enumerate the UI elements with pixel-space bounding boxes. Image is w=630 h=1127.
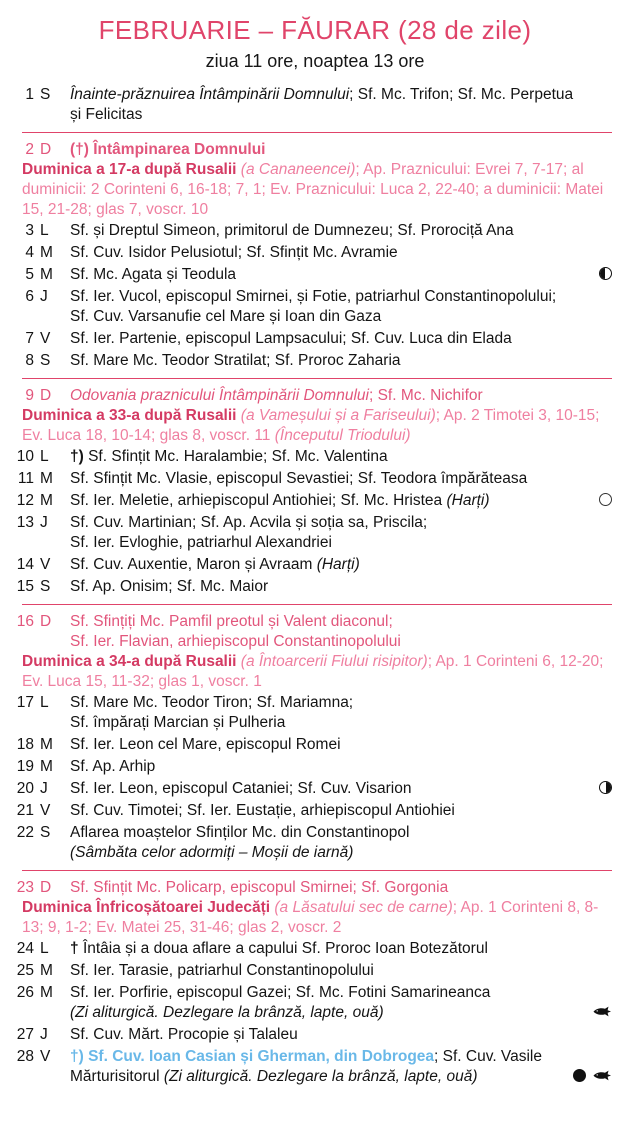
entry-text: Sf. și Dreptul Simeon, primitorul de Dumnezeu; Sf. Prorociță Ana	[70, 221, 514, 239]
sunday-reading-block	[0, 160, 630, 220]
day-of-week-letter: D	[40, 612, 52, 630]
entry-text: Sf. Ier. Meletie, arhiepiscopul Antiohiei; Sf. Mc. Hristea	[70, 491, 447, 509]
moon-first-quarter-icon	[599, 781, 612, 794]
calendar-day-row[interactable]	[0, 490, 630, 511]
entry-text: Sf. Cuv. Isidor Pelusiotul; Sf. Sfințit Mc. Avramie	[70, 243, 398, 261]
day-icon-group	[573, 1066, 612, 1086]
calendar-sections	[0, 84, 630, 1087]
day-number: 17	[16, 693, 34, 711]
day-entry-body	[62, 446, 618, 467]
day-entry-body	[62, 139, 618, 160]
entry-text: ; Sf. Cuv. Vasile	[434, 1047, 542, 1065]
day-of-week-letter: M	[40, 265, 53, 283]
day-number: 18	[16, 735, 34, 753]
day-of-week-letter: V	[40, 1047, 51, 1065]
day-entry-body	[62, 822, 618, 863]
day-number: 13	[16, 513, 34, 531]
day-entry-body	[62, 692, 618, 733]
day-number: 19	[16, 757, 34, 775]
day-entry-line	[70, 713, 592, 733]
day-entry-line	[70, 555, 592, 575]
day-of-week-letter: L	[40, 693, 49, 711]
day-number: 14	[16, 555, 34, 573]
day-of-week-letter: M	[40, 491, 53, 509]
sunday-reading-block	[0, 898, 630, 938]
day-of-week-letter: S	[40, 351, 51, 369]
entry-text: ; Sf. Mc. Trifon; Sf. Mc. Perpetua	[349, 85, 574, 103]
day-entry-line	[70, 779, 592, 799]
sunday-subtitle: (a Cananeencei)	[236, 160, 356, 178]
entry-text: Sf. Cuv. Martinian; Sf. Ap. Acvila și soția sa, Priscila;	[70, 513, 428, 531]
calendar-day-row[interactable]	[0, 385, 630, 406]
sunday-reading-block	[0, 406, 630, 446]
moon-new-icon	[599, 493, 612, 506]
entry-text: Sf. Mc. Agata și Teodula	[70, 265, 237, 283]
entry-text: Sf. împărați Marcian și Pulheria	[70, 713, 286, 731]
day-number: 10	[16, 447, 34, 465]
calendar-day-row[interactable]	[0, 286, 630, 327]
section-divider	[22, 604, 612, 605]
calendar-day-row[interactable]	[0, 778, 630, 799]
day-icon-group	[599, 490, 612, 510]
day-entry-line	[70, 329, 592, 349]
day-of-week-letter: S	[40, 823, 51, 841]
day-entry-line	[70, 693, 592, 713]
day-number: 25	[16, 961, 34, 979]
day-entry-line	[70, 221, 592, 241]
day-of-week-letter: M	[40, 983, 53, 1001]
emphasis-text: (Harți)	[316, 555, 360, 573]
calendar-day-row[interactable]	[0, 328, 630, 349]
day-number: 11	[17, 469, 34, 487]
day-number: 12	[16, 491, 34, 509]
calendar-day-row[interactable]	[0, 877, 630, 898]
day-entry-line	[70, 735, 592, 755]
entry-text: Mărturisitorul	[70, 1067, 164, 1085]
calendar-day-row[interactable]	[0, 220, 630, 241]
day-entry-line	[70, 983, 592, 1003]
section-group	[0, 385, 630, 597]
entry-text: Sf. Cuv. Timotei; Sf. Ier. Eustație, arhiepiscopul Antiohiei	[70, 801, 455, 819]
day-of-week-letter: V	[40, 329, 51, 347]
calendar-day-row[interactable]	[0, 350, 630, 371]
day-of-week-letter: D	[40, 878, 52, 896]
day-entry-line	[70, 243, 592, 263]
sunday-subtitle: (a Întoarcerii Fiului risipitor)	[236, 652, 428, 670]
day-number: 9	[25, 386, 34, 404]
day-number: 21	[16, 801, 34, 819]
day-number: 3	[25, 221, 34, 239]
day-entry-body	[62, 328, 618, 349]
entry-text: Sf. Mare Mc. Teodor Tiron; Sf. Mariamna;	[70, 693, 354, 711]
day-number: 8	[25, 351, 34, 369]
day-entry-body	[62, 242, 618, 263]
day-of-week-letter: M	[40, 757, 53, 775]
section-group	[0, 84, 630, 125]
day-number: 26	[16, 983, 34, 1001]
day-entry-line	[70, 265, 592, 285]
day-entry-body	[62, 554, 618, 575]
emphasis-text: Înainte-prăznuirea Întâmpinării Domnului	[70, 85, 350, 103]
calendar-day-row[interactable]	[0, 734, 630, 755]
day-entry-line	[70, 469, 592, 489]
day-of-week-letter: M	[40, 243, 53, 261]
sunday-subtitle: (a Vameșului și a Fariseului)	[236, 406, 436, 424]
moon-last-quarter-icon	[599, 267, 612, 280]
calendar-day-row[interactable]	[0, 446, 630, 467]
day-entry-line	[70, 801, 592, 821]
calendar-day-row[interactable]	[0, 800, 630, 821]
day-entry-body	[62, 960, 618, 981]
day-entry-body	[62, 611, 618, 652]
day-number: 7	[25, 329, 34, 347]
day-entry-body	[62, 264, 618, 285]
entry-text: și Felicitas	[70, 105, 143, 123]
calendar-day-row[interactable]	[0, 468, 630, 489]
entry-text: †)	[70, 447, 89, 465]
day-entry-line	[70, 140, 592, 160]
section-divider	[22, 870, 612, 871]
calendar-day-row[interactable]	[0, 1024, 630, 1045]
entry-text: Sf. Cuv. Varsanufie cel Mare și Ioan din Gaza	[70, 307, 382, 325]
section-divider	[22, 132, 612, 133]
day-of-week-letter: J	[40, 1025, 48, 1043]
day-of-week-letter: V	[40, 801, 51, 819]
day-number: 4	[25, 243, 34, 261]
calendar-day-row[interactable]	[0, 139, 630, 160]
day-number: 24	[16, 939, 34, 957]
sunday-note: (Începutul Triodului)	[274, 426, 411, 444]
calendar-day-row[interactable]	[0, 822, 630, 863]
entry-text: Sf. Ap. Onisim; Sf. Mc. Maior	[70, 577, 269, 595]
day-entry-line	[70, 105, 592, 125]
calendar-day-row[interactable]	[0, 84, 630, 125]
day-entry-body	[62, 490, 618, 511]
day-entry-body	[62, 800, 618, 821]
day-of-week-letter: J	[40, 513, 48, 531]
section-group	[0, 139, 630, 371]
sunday-subtitle: (a Lăsatului sec de carne)	[270, 898, 453, 916]
day-entry-line	[70, 307, 592, 327]
entry-text: Sf. Ap. Arhip	[70, 757, 156, 775]
calendar-day-row[interactable]	[0, 960, 630, 981]
day-entry-line	[70, 1003, 592, 1023]
day-entry-line	[70, 1025, 592, 1045]
day-icon-group	[592, 1002, 612, 1022]
day-number: 6	[25, 287, 34, 305]
entry-text: Sf. Ier. Vucol, episcopul Smirnei, și Fotie, patriarhul Constantinopolului;	[70, 287, 557, 305]
calendar-day-row[interactable]	[0, 982, 630, 1023]
day-icon-group	[599, 778, 612, 798]
entry-text: Sf. Ier. Porfirie, episcopul Gazei; Sf. Mc. Fotini Samarineanca	[70, 983, 491, 1001]
fish-icon	[592, 1006, 612, 1017]
day-of-week-letter: J	[40, 779, 48, 797]
sunday-scripture-refs: ; Ap. 1 Corinteni 6, 12-20; Ev. Luca 15, 11-32; glas 1, voscr. 1	[22, 652, 604, 690]
day-number: 2	[25, 140, 34, 158]
emphasis-text: (Sâmbăta celor adormiți – Moșii de iarnă)	[70, 843, 354, 861]
day-of-week-letter: L	[40, 221, 49, 239]
calendar-day-row[interactable]	[0, 692, 630, 733]
day-of-week-letter: M	[40, 469, 53, 487]
day-entry-line	[70, 386, 592, 406]
day-entry-line	[70, 491, 592, 511]
day-number: 1	[25, 85, 34, 103]
day-entry-line	[70, 533, 592, 553]
sunday-scripture-refs: ; Ap. 2 Timotei 3, 10-15; Ev. Luca 18, 10-14; glas 8, voscr. 11	[22, 406, 600, 444]
entry-text: Sf. Sfințit Mc. Policarp, episcopul Smirnei; Sf. Gorgonia	[70, 878, 449, 896]
day-entry-line	[70, 878, 592, 898]
sunday-heading: Duminica a 34-a după Rusalii	[22, 652, 237, 670]
day-entry-body	[62, 1046, 618, 1087]
day-number: 5	[25, 265, 34, 283]
day-icon-group	[599, 264, 612, 284]
day-number: 28	[16, 1047, 34, 1065]
day-entry-body	[62, 778, 618, 799]
entry-text: ; Sf. Mc. Nichifor	[368, 386, 483, 404]
day-of-week-letter: J	[40, 287, 48, 305]
day-entry-body	[62, 385, 618, 406]
entry-text: Sf. Ier. Leon cel Mare, episcopul Romei	[70, 735, 341, 753]
entry-text: Aflarea moaștelor Sfinților Mc. din Constantinopol	[70, 823, 410, 841]
day-entry-line	[70, 843, 592, 863]
day-entry-line	[70, 612, 592, 632]
day-entry-line	[70, 632, 592, 652]
day-of-week-letter: V	[40, 555, 51, 573]
day-entry-body	[62, 877, 618, 898]
day-entry-line	[70, 513, 592, 533]
entry-text: Sf. Mare Mc. Teodor Stratilat; Sf. Proroc Zaharia	[70, 351, 401, 369]
day-entry-line	[70, 1067, 592, 1087]
entry-text: Sf. Sfințit Mc. Haralambie; Sf. Mc. Valentina	[88, 447, 388, 465]
calendar-day-row[interactable]	[0, 576, 630, 597]
day-entry-body	[62, 468, 618, 489]
sunday-reading-block	[0, 652, 630, 692]
day-entry-body	[62, 734, 618, 755]
calendar-day-row[interactable]	[0, 1046, 630, 1087]
day-number: 22	[16, 823, 34, 841]
emphasis-text: (Zi aliturgică. Dezlegare la brânză, lapte, ouă)	[163, 1067, 478, 1085]
entry-text: Sf. Ier. Evloghie, patriarhul Alexandriei	[70, 533, 332, 551]
entry-text: (†) Întâmpinarea Domnului	[70, 140, 266, 158]
entry-text: Sf. Ier. Leon, episcopul Cataniei; Sf. Cuv. Visarion	[70, 779, 412, 797]
day-entry-body	[62, 220, 618, 241]
day-of-week-letter: S	[40, 85, 51, 103]
day-entry-body	[62, 576, 618, 597]
emphasis-text: Odovania praznicului Întâmpinării Domnului	[70, 386, 369, 404]
day-entry-line	[70, 351, 592, 371]
sunday-heading: Duminica a 33-a după Rusalii	[22, 406, 237, 424]
day-entry-body	[62, 84, 618, 125]
day-entry-line	[70, 287, 592, 307]
day-entry-line	[70, 577, 592, 597]
calendar-day-row[interactable]	[0, 554, 630, 575]
calendar-day-row[interactable]	[0, 242, 630, 263]
entry-text: Sf. Cuv. Auxentie, Maron și Avraam	[70, 555, 317, 573]
day-of-week-letter: M	[40, 961, 53, 979]
day-entry-line	[70, 939, 592, 959]
entry-text: Sf. Cuv. Mărt. Procopie și Talaleu	[70, 1025, 298, 1043]
day-of-week-letter: L	[40, 447, 49, 465]
day-number: 23	[16, 878, 34, 896]
moon-full-icon	[573, 1069, 586, 1082]
day-entry-body	[62, 982, 618, 1023]
sunday-scripture-refs: ; Ap. 1 Corinteni 8, 8-13; 9, 1-2; Ev. Matei 25, 31-46; glas 2, voscr. 2	[22, 898, 599, 936]
entry-text: Sf. Ier. Flavian, arhiepiscopul Constantinopolului	[70, 632, 401, 650]
entry-text: Sf. Ier. Tarasie, patriarhul Constantinopolului	[70, 961, 374, 979]
calendar-day-row[interactable]	[0, 938, 630, 959]
day-entry-line	[70, 961, 592, 981]
page-title: FEBRUARIE – FĂURAR (28 de zile)	[98, 15, 532, 45]
fish-icon	[592, 1070, 612, 1081]
day-entry-body	[62, 350, 618, 371]
entry-text: †	[70, 939, 83, 957]
section-divider	[22, 378, 612, 379]
day-entry-body	[62, 1024, 618, 1045]
day-entry-line	[70, 757, 592, 777]
sunday-scripture-refs: ; Ap. Praznicului: Evrei 7, 7-17; al duminicii: 2 Corinteni 6, 16-18; 7, 1; Ev. Praznicului: Luca 2, 22-40; a duminicii: Matei 15, 21-28; glas 7, voscr. 10	[22, 160, 604, 218]
day-of-week-letter: D	[40, 386, 52, 404]
entry-text: Întâia și a doua aflare a capului Sf. Proroc Ioan Botezătorul	[82, 939, 488, 957]
day-entry-line	[70, 85, 592, 105]
day-of-week-letter: D	[40, 140, 52, 158]
calendar-day-row[interactable]	[0, 512, 630, 553]
day-entry-line	[70, 447, 592, 467]
section-group	[0, 611, 630, 863]
day-of-week-letter: M	[40, 735, 53, 753]
day-entry-line	[70, 823, 592, 843]
romanian-saint-text: †) Sf. Cuv. Ioan Casian și Gherman, din Dobrogea	[70, 1047, 435, 1065]
calendar-day-row[interactable]	[0, 264, 630, 285]
day-entry-body	[62, 512, 618, 553]
day-entry-body	[62, 286, 618, 327]
calendar-day-row[interactable]	[0, 756, 630, 777]
day-of-week-letter: S	[40, 577, 51, 595]
day-number: 20	[16, 779, 34, 797]
section-group	[0, 877, 630, 1087]
day-number: 16	[16, 612, 34, 630]
day-of-week-letter: L	[40, 939, 49, 957]
emphasis-text: (Zi aliturgică. Dezlegare la brânză, lapte, ouă)	[70, 1003, 384, 1021]
day-entry-line	[70, 1047, 592, 1067]
day-entry-body	[62, 938, 618, 959]
sunday-heading: Duminica a 17-a după Rusalii	[22, 160, 237, 178]
daylight-info: ziua 11 ore, noaptea 13 ore	[205, 50, 425, 71]
day-number: 15	[16, 577, 34, 595]
calendar-day-row[interactable]	[0, 611, 630, 652]
emphasis-text: (Harți)	[446, 491, 490, 509]
entry-text: Sf. Sfințit Mc. Vlasie, episcopul Sevastiei; Sf. Teodora împărăteasa	[70, 469, 528, 487]
day-number: 27	[16, 1025, 34, 1043]
day-entry-body	[62, 756, 618, 777]
entry-text: Sf. Ier. Partenie, episcopul Lampsacului; Sf. Cuv. Luca din Elada	[70, 329, 512, 347]
sunday-heading: Duminica Înfricoșătoarei Judecăți	[22, 898, 271, 916]
entry-text: Sf. Sfințiți Mc. Pamfil preotul și Valent diaconul;	[70, 612, 393, 630]
